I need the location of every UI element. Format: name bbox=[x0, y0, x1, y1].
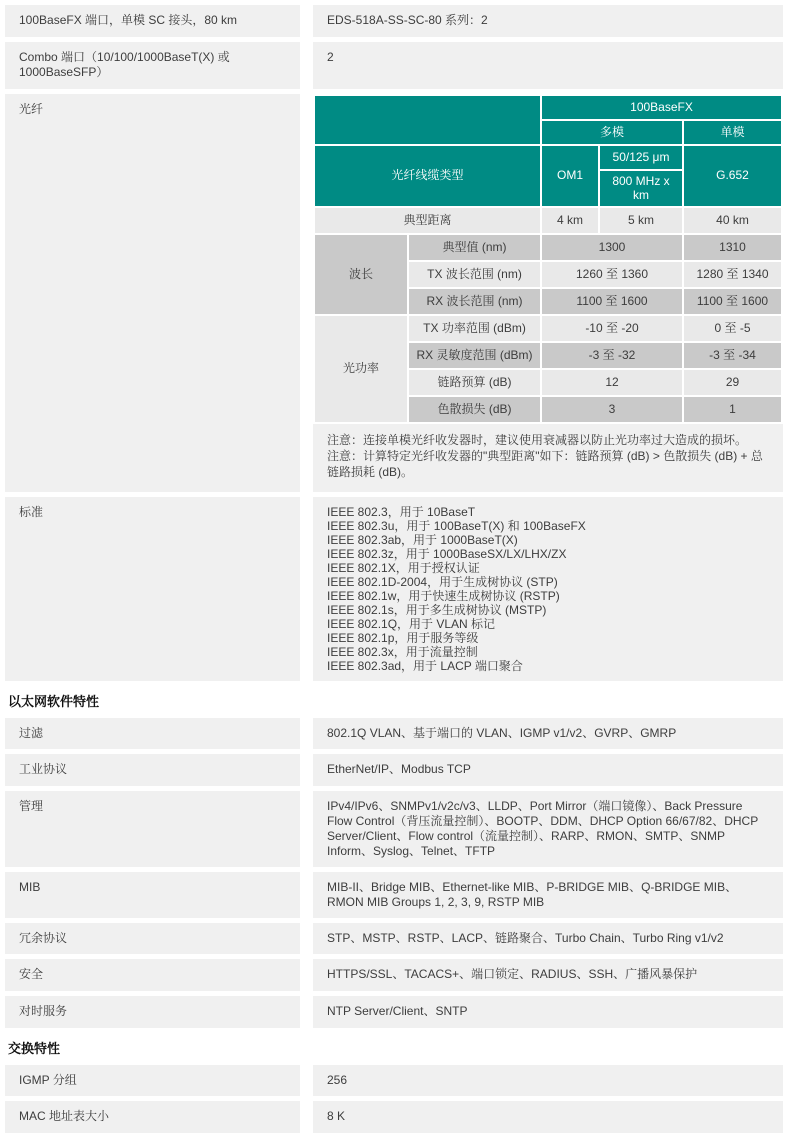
col-header-multimode: 多模 bbox=[542, 121, 682, 144]
spec-label: 光纤 bbox=[5, 94, 300, 492]
spec-row-industrial-protocols bbox=[5, 754, 783, 786]
spec-label: Combo 端口（10/100/1000BaseT(X) 或 1000BaseSFP） bbox=[5, 42, 300, 89]
col-header-singlemode: 单模 bbox=[684, 121, 781, 144]
col-header-50-125: 50/125 μm bbox=[600, 146, 682, 169]
spec-value: HTTPS/SSL、TACACS+、端口锁定、RADIUS、SSH、广播风暴保护 bbox=[313, 959, 783, 991]
fiber-notes bbox=[313, 424, 783, 492]
wavelength-typical-row bbox=[315, 235, 781, 260]
sm-value: 0 至 -5 bbox=[684, 316, 781, 341]
col-header-100basefx: 100BaseFX bbox=[542, 96, 781, 119]
section-title-ethernet-software: 以太网软件特性 bbox=[8, 693, 100, 709]
sm-value: -3 至 -34 bbox=[684, 343, 781, 368]
spec-label: 工业协议 bbox=[5, 754, 300, 786]
standards-list bbox=[313, 497, 783, 681]
spec-row-filter bbox=[5, 718, 783, 750]
standard-item: IEEE 802.1s，用于多生成树协议 (MSTP) bbox=[327, 602, 547, 617]
spec-value: EDS-518A-SS-SC-80 系列：2 bbox=[313, 5, 783, 37]
spec-label: MIB bbox=[5, 872, 300, 918]
spec-label: MAC 地址表大小 bbox=[5, 1101, 300, 1133]
row-label: TX 功率范围 (dBm) bbox=[409, 316, 540, 341]
standard-item: IEEE 802.1p，用于服务等级 bbox=[327, 630, 479, 645]
sm-value: 1310 bbox=[684, 235, 781, 260]
spec-row-igmp-groups bbox=[5, 1065, 783, 1097]
col-header-g652: G.652 bbox=[684, 146, 781, 206]
optical-power-tx-row bbox=[315, 316, 781, 341]
standard-item: IEEE 802.1Q，用于 VLAN 标记 bbox=[327, 616, 496, 631]
spec-value: EtherNet/IP、Modbus TCP bbox=[313, 754, 783, 786]
sm-value: 1280 至 1340 bbox=[684, 262, 781, 287]
spec-row-mac-table-size bbox=[5, 1101, 783, 1133]
row-label: RX 灵敏度范围 (dBm) bbox=[409, 343, 540, 368]
cable-type-header: 光纤线缆类型 bbox=[315, 146, 540, 206]
sm-value: 1100 至 1600 bbox=[684, 289, 781, 314]
spec-row-management bbox=[5, 791, 783, 867]
sm-value: 29 bbox=[684, 370, 781, 395]
spec-label: IGMP 分组 bbox=[5, 1065, 300, 1097]
section-title-switching: 交换特性 bbox=[8, 1040, 61, 1056]
sm-value: 1 bbox=[684, 397, 781, 422]
standard-item: IEEE 802.1X，用于授权认证 bbox=[327, 560, 480, 575]
standard-item: IEEE 802.3x，用于流量控制 bbox=[327, 644, 478, 659]
spec-value: IPv4/IPv6、SNMPv1/v2c/v3、LLDP、Port Mirror（端口镜像）、Back Pressure Flow Control（背压流量控制）、BOOTP、DDM、DHCP Option 66/67/82、DHCP Server/Client、Flow control（流量控制）、RARP、RMON、SMTP、SNMP Inform、Syslog、Telnet、TFTP bbox=[313, 791, 783, 867]
row-label: RX 波长范围 (nm) bbox=[409, 289, 540, 314]
spec-label: 过滤 bbox=[5, 718, 300, 750]
spec-row-mib bbox=[5, 872, 783, 918]
mm-value: -3 至 -32 bbox=[542, 343, 682, 368]
spec-label: 管理 bbox=[5, 791, 300, 867]
spec-row-time-sync bbox=[5, 996, 783, 1028]
spec-row-redundancy bbox=[5, 923, 783, 955]
typical-distance-sm: 40 km bbox=[684, 208, 781, 233]
wavelength-group-label: 波长 bbox=[315, 235, 407, 314]
mm-value: 3 bbox=[542, 397, 682, 422]
fiber-value-cell bbox=[313, 94, 783, 492]
standard-item: IEEE 802.3，用于 10BaseT bbox=[327, 504, 476, 519]
spec-row-fx-port bbox=[5, 5, 783, 37]
spec-value: NTP Server/Client、SNTP bbox=[313, 996, 783, 1028]
spec-row-fiber bbox=[5, 94, 783, 492]
mm-value: 12 bbox=[542, 370, 682, 395]
spec-row-security bbox=[5, 959, 783, 991]
standard-item: IEEE 802.3ab，用于 1000BaseT(X) bbox=[327, 532, 518, 547]
spec-label: 安全 bbox=[5, 959, 300, 991]
row-label: TX 波长范围 (nm) bbox=[409, 262, 540, 287]
mm-value: 1260 至 1360 bbox=[542, 262, 682, 287]
spec-label: 对时服务 bbox=[5, 996, 300, 1028]
standard-item: IEEE 802.3u，用于 100BaseT(X) 和 100BaseFX bbox=[327, 518, 586, 533]
row-label: 典型值 (nm) bbox=[409, 235, 540, 260]
fiber-note-1: 注意：连接单模光纤收发器时，建议使用衰减器以防止光功率过大造成的损坏。 bbox=[327, 432, 748, 447]
fiber-table-corner-cell bbox=[315, 96, 540, 144]
spec-label: 标准 bbox=[5, 497, 300, 681]
spec-row-standards bbox=[5, 497, 783, 681]
fiber-spec-table bbox=[313, 94, 783, 424]
spec-label: 100BaseFX 端口，单模 SC 接头，80 km bbox=[5, 5, 300, 37]
spec-value: 802.1Q VLAN、基于端口的 VLAN、IGMP v1/v2、GVRP、GMRP bbox=[313, 718, 783, 750]
standard-item: IEEE 802.1w，用于快速生成树协议 (RSTP) bbox=[327, 588, 560, 603]
spec-value: 2 bbox=[313, 42, 783, 89]
typical-distance-label: 典型距离 bbox=[315, 208, 540, 233]
typical-distance-om1: 4 km bbox=[542, 208, 598, 233]
col-header-bandwidth: 800 MHz x km bbox=[600, 171, 682, 206]
typical-distance-mm: 5 km bbox=[600, 208, 682, 233]
fiber-note-2: 注意：计算特定光纤收发器的"典型距离"如下：链路预算 (dB) > 色散损失 (dB) + 总链路损耗 (dB)。 bbox=[327, 448, 763, 479]
row-label: 链路预算 (dB) bbox=[409, 370, 540, 395]
optical-power-group-label: 光功率 bbox=[315, 316, 407, 422]
spec-label: 冗余协议 bbox=[5, 923, 300, 955]
spec-row-combo-port bbox=[5, 42, 783, 89]
standard-item: IEEE 802.3ad，用于 LACP 端口聚合 bbox=[327, 658, 523, 673]
spec-value: 256 bbox=[313, 1065, 783, 1097]
spec-value: STP、MSTP、RSTP、LACP、链路聚合、Turbo Chain、Turbo Ring v1/v2 bbox=[313, 923, 783, 955]
standard-item: IEEE 802.3z，用于 1000BaseSX/LX/LHX/ZX bbox=[327, 546, 567, 561]
row-label: 色散损失 (dB) bbox=[409, 397, 540, 422]
mm-value: 1100 至 1600 bbox=[542, 289, 682, 314]
typical-distance-row bbox=[315, 208, 781, 233]
mm-value: -10 至 -20 bbox=[542, 316, 682, 341]
col-header-om1: OM1 bbox=[542, 146, 598, 206]
spec-value: 8 K bbox=[313, 1101, 783, 1133]
standard-item: IEEE 802.1D-2004，用于生成树协议 (STP) bbox=[327, 574, 558, 589]
spec-value: MIB-II、Bridge MIB、Ethernet-like MIB、P-BRIDGE MIB、Q-BRIDGE MIB、RMON MIB Groups 1, 2, 3, 9, RSTP MIB bbox=[313, 872, 783, 918]
mm-value: 1300 bbox=[542, 235, 682, 260]
